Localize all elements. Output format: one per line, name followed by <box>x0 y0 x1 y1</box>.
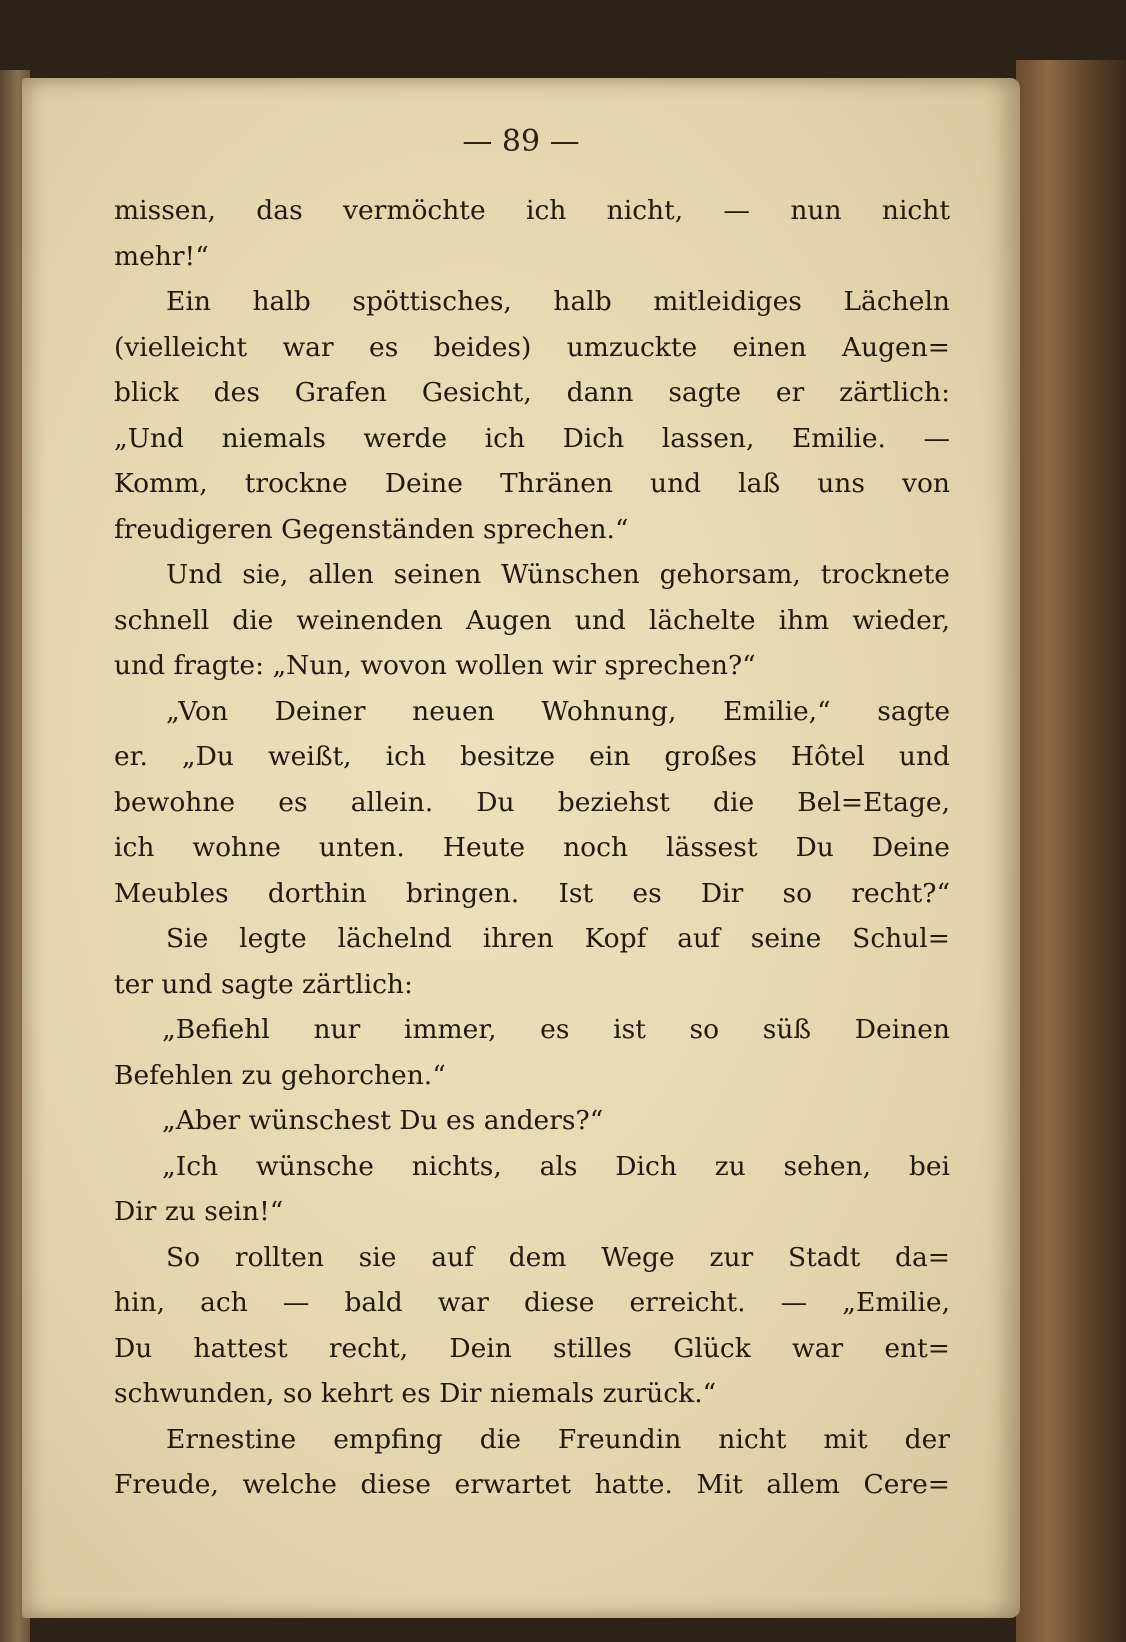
text-line: Meubles dorthin bringen. Ist es Dir so recht?“ <box>114 877 950 909</box>
text-line: „Aber wünschest Du es anders?“ <box>162 1105 604 1136</box>
text-line: Komm, trockne Deine Thränen und laß uns von <box>114 468 950 499</box>
body-text <box>114 188 950 1508</box>
text-line: bewohne es allein. Du beziehst die Bel=Etage, <box>114 786 950 818</box>
text-line: „Von Deiner neuen Wohnung, Emilie,“ sagte <box>166 695 950 727</box>
text-line: Ernestine empfing die Freundin nicht mit der <box>166 1423 950 1455</box>
text-line: missen, das vermöchte ich nicht, — nun nicht <box>114 195 950 226</box>
text-line: freudigeren Gegenständen sprechen.“ <box>114 513 629 545</box>
text-line: und fragte: „Nun, wovon wollen wir sprechen?“ <box>114 650 756 681</box>
text-line: schnell die weinenden Augen und lächelte ihm wieder, <box>114 604 950 636</box>
text-line: „Und niemals werde ich Dich lassen, Emilie. — <box>114 422 950 454</box>
page-number: — 89 — <box>462 124 580 159</box>
text-line: Dir zu sein!“ <box>114 1196 284 1227</box>
text-line: (vielleicht war es beides) umzuckte einen Augen= <box>114 331 950 363</box>
text-line: ter und sagte zärtlich: <box>114 968 413 1000</box>
text-line: So rollten sie auf dem Wege zur Stadt da= <box>166 1241 950 1273</box>
text-line: Freude, welche diese erwartet hatte. Mit allem Cere= <box>114 1469 950 1500</box>
text-line: schwunden, so kehrt es Dir niemals zurück.“ <box>114 1378 717 1409</box>
text-line: Ein halb spöttisches, halb mitleidiges Lächeln <box>166 286 950 317</box>
text-line: er. „Du weißt, ich besitze ein großes Hôtel und <box>114 741 950 772</box>
text-line: Du hattest recht, Dein stilles Glück war ent= <box>114 1332 950 1364</box>
text-line: Sie legte lächelnd ihren Kopf auf seine Schul= <box>166 923 950 954</box>
text-line: Und sie, allen seinen Wünschen gehorsam, trocknete <box>166 559 950 590</box>
book-cover-right <box>1016 60 1126 1642</box>
text-line: „Befiehl nur immer, es ist so süß Deinen <box>162 1014 950 1045</box>
text-line: ich wohne unten. Heute noch lässest Du Deine <box>114 832 950 863</box>
text-line: hin, ach — bald war diese erreicht. — „Emilie, <box>114 1287 950 1318</box>
text-line: blick des Grafen Gesicht, dann sagte er zärtlich: <box>114 377 950 408</box>
book-page <box>22 78 1020 1618</box>
text-line: mehr!“ <box>114 240 209 272</box>
text-line: „Ich wünsche nichts, als Dich zu sehen, bei <box>162 1150 950 1182</box>
text-line: Befehlen zu gehorchen.“ <box>114 1059 446 1091</box>
